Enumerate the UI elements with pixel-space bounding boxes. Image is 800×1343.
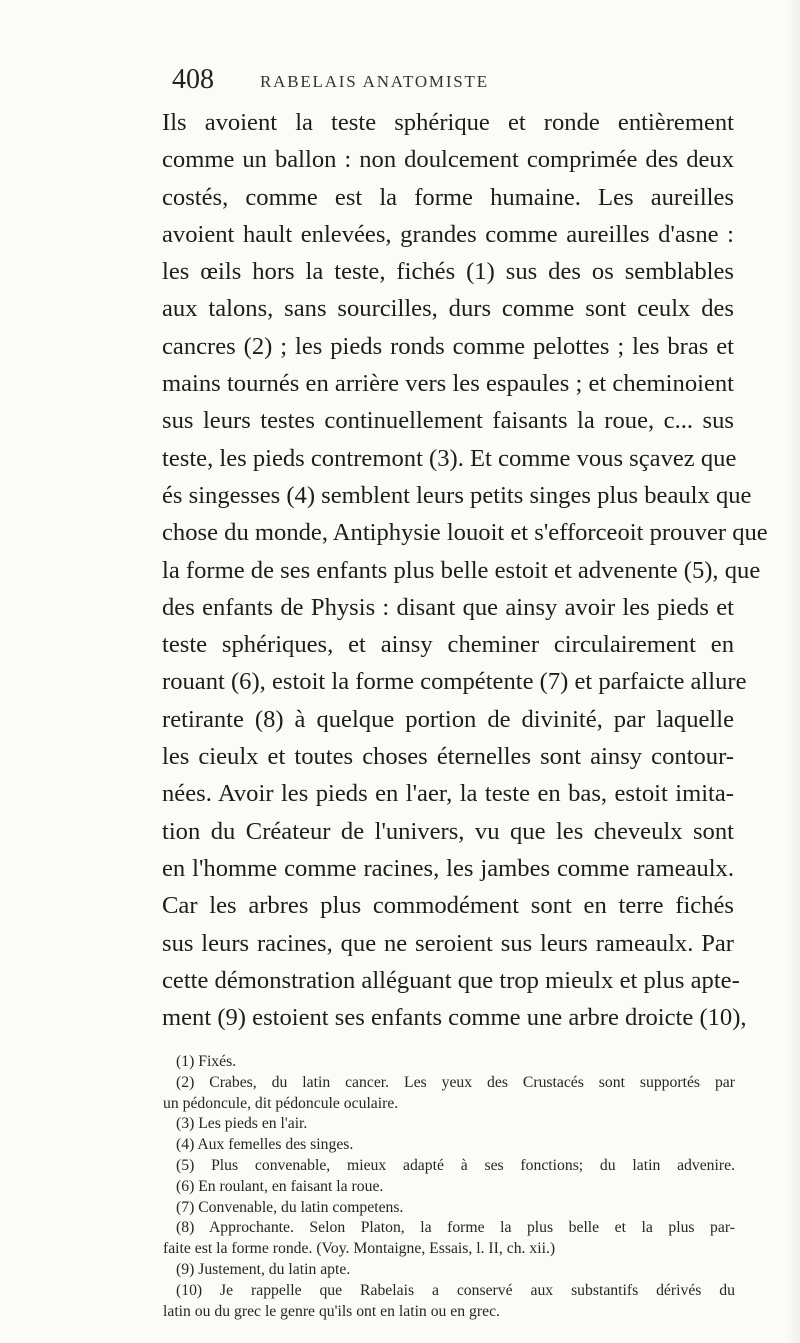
body-line: chose du monde, Antiphysie louoit et s'efforceoit prouver que bbox=[162, 519, 768, 547]
body-line: les cieulx et toutes choses éternelles sont ainsy contour- bbox=[162, 743, 734, 771]
body-line: sus leurs testes continuellement faisants la roue, c... sus bbox=[162, 407, 734, 435]
body-line: avoient hault enlevées, grandes comme aureilles d'asne : bbox=[162, 220, 734, 248]
body-line: des enfants de Physis : disant que ainsy avoir les pieds et bbox=[162, 593, 734, 621]
page-number: 408 bbox=[172, 64, 214, 95]
body-line: aux talons, sans sourcilles, durs comme sont ceulx des bbox=[162, 295, 734, 323]
footnote: (10) Je rappelle que Rabelais a conservé aux substantifs dérivés du bbox=[176, 1281, 735, 1299]
body-line: comme un ballon : non doulcement comprimée des deux bbox=[162, 146, 734, 174]
page-edge-shadow bbox=[786, 0, 800, 1343]
footnote: (3) Les pieds en l'air. bbox=[176, 1115, 308, 1133]
body-line: retirante (8) à quelque portion de divinité, par laquelle bbox=[162, 705, 734, 733]
page-header bbox=[172, 64, 732, 104]
body-text bbox=[162, 104, 768, 1036]
body-line: tion du Créateur de l'univers, vu que les cheveulx sont bbox=[162, 817, 734, 845]
body-line: és singesses (4) semblent leurs petits singes plus beaulx que bbox=[162, 481, 752, 509]
footnote: (5) Plus convenable, mieux adapté à ses fonctions; du latin advenire. bbox=[176, 1156, 735, 1174]
footnote: (1) Fixés. bbox=[176, 1053, 237, 1070]
body-line: ment (9) estoient ses enfants comme une arbre droicte (10), bbox=[162, 1004, 747, 1032]
body-line: teste sphériques, et ainsy cheminer circulairement en bbox=[162, 631, 734, 659]
body-line: cette démonstration alléguant que trop mieulx et plus apte- bbox=[162, 966, 740, 994]
body-line: la forme de ses enfants plus belle estoit et advenente (5), que bbox=[162, 556, 761, 584]
body-line: costés, comme est la forme humaine. Les aureilles bbox=[162, 183, 734, 211]
body-line: mains tournés en arrière vers les espaules ; et cheminoient bbox=[162, 370, 734, 398]
footnote: (7) Convenable, du latin competens. bbox=[176, 1198, 404, 1216]
running-head: RABELAIS ANATOMISTE bbox=[260, 72, 489, 91]
body-line: rouant (6), estoit la forme compétente (7) et parfaicte allure bbox=[162, 668, 747, 696]
footnote: (6) En roulant, en faisant la roue. bbox=[176, 1177, 384, 1195]
body-line: cancres (2) ; les pieds ronds comme pelottes ; les bras et bbox=[162, 332, 734, 360]
body-line: Car les arbres plus commodément sont en terre fichés bbox=[162, 892, 734, 920]
footnote: (2) Crabes, du latin cancer. Les yeux des Crustacés sont supportés par bbox=[176, 1073, 735, 1091]
body-line: nées. Avoir les pieds en l'aer, la teste en bas, estoit imita- bbox=[162, 780, 734, 808]
body-line: en l'homme comme racines, les jambes comme rameaulx. bbox=[162, 854, 734, 882]
body-line: les œils hors la teste, fichés (1) sus des os semblables bbox=[162, 258, 734, 286]
footnote-continuation: latin ou du grec le genre qu'ils ont en latin ou en grec. bbox=[163, 1302, 500, 1320]
footnotes bbox=[163, 1052, 735, 1322]
footnote-continuation: faite est la forme ronde. (Voy. Montaigne, Essais, l. II, ch. xii.) bbox=[163, 1240, 556, 1258]
footnote: (9) Justement, du latin apte. bbox=[176, 1260, 351, 1278]
footnote: (4) Aux femelles des singes. bbox=[176, 1136, 354, 1154]
body-line: Ils avoient la teste sphérique et ronde entièrement bbox=[162, 109, 734, 136]
body-line: sus leurs racines, que ne seroient sus leurs rameaulx. Par bbox=[162, 929, 734, 957]
footnote-continuation: un pédoncule, dit pédoncule oculaire. bbox=[163, 1094, 399, 1112]
footnote: (8) Approchante. Selon Platon, la forme la plus belle et la plus par- bbox=[176, 1219, 735, 1237]
body-line: teste, les pieds contremont (3). Et comme vous sçavez que bbox=[162, 444, 737, 472]
